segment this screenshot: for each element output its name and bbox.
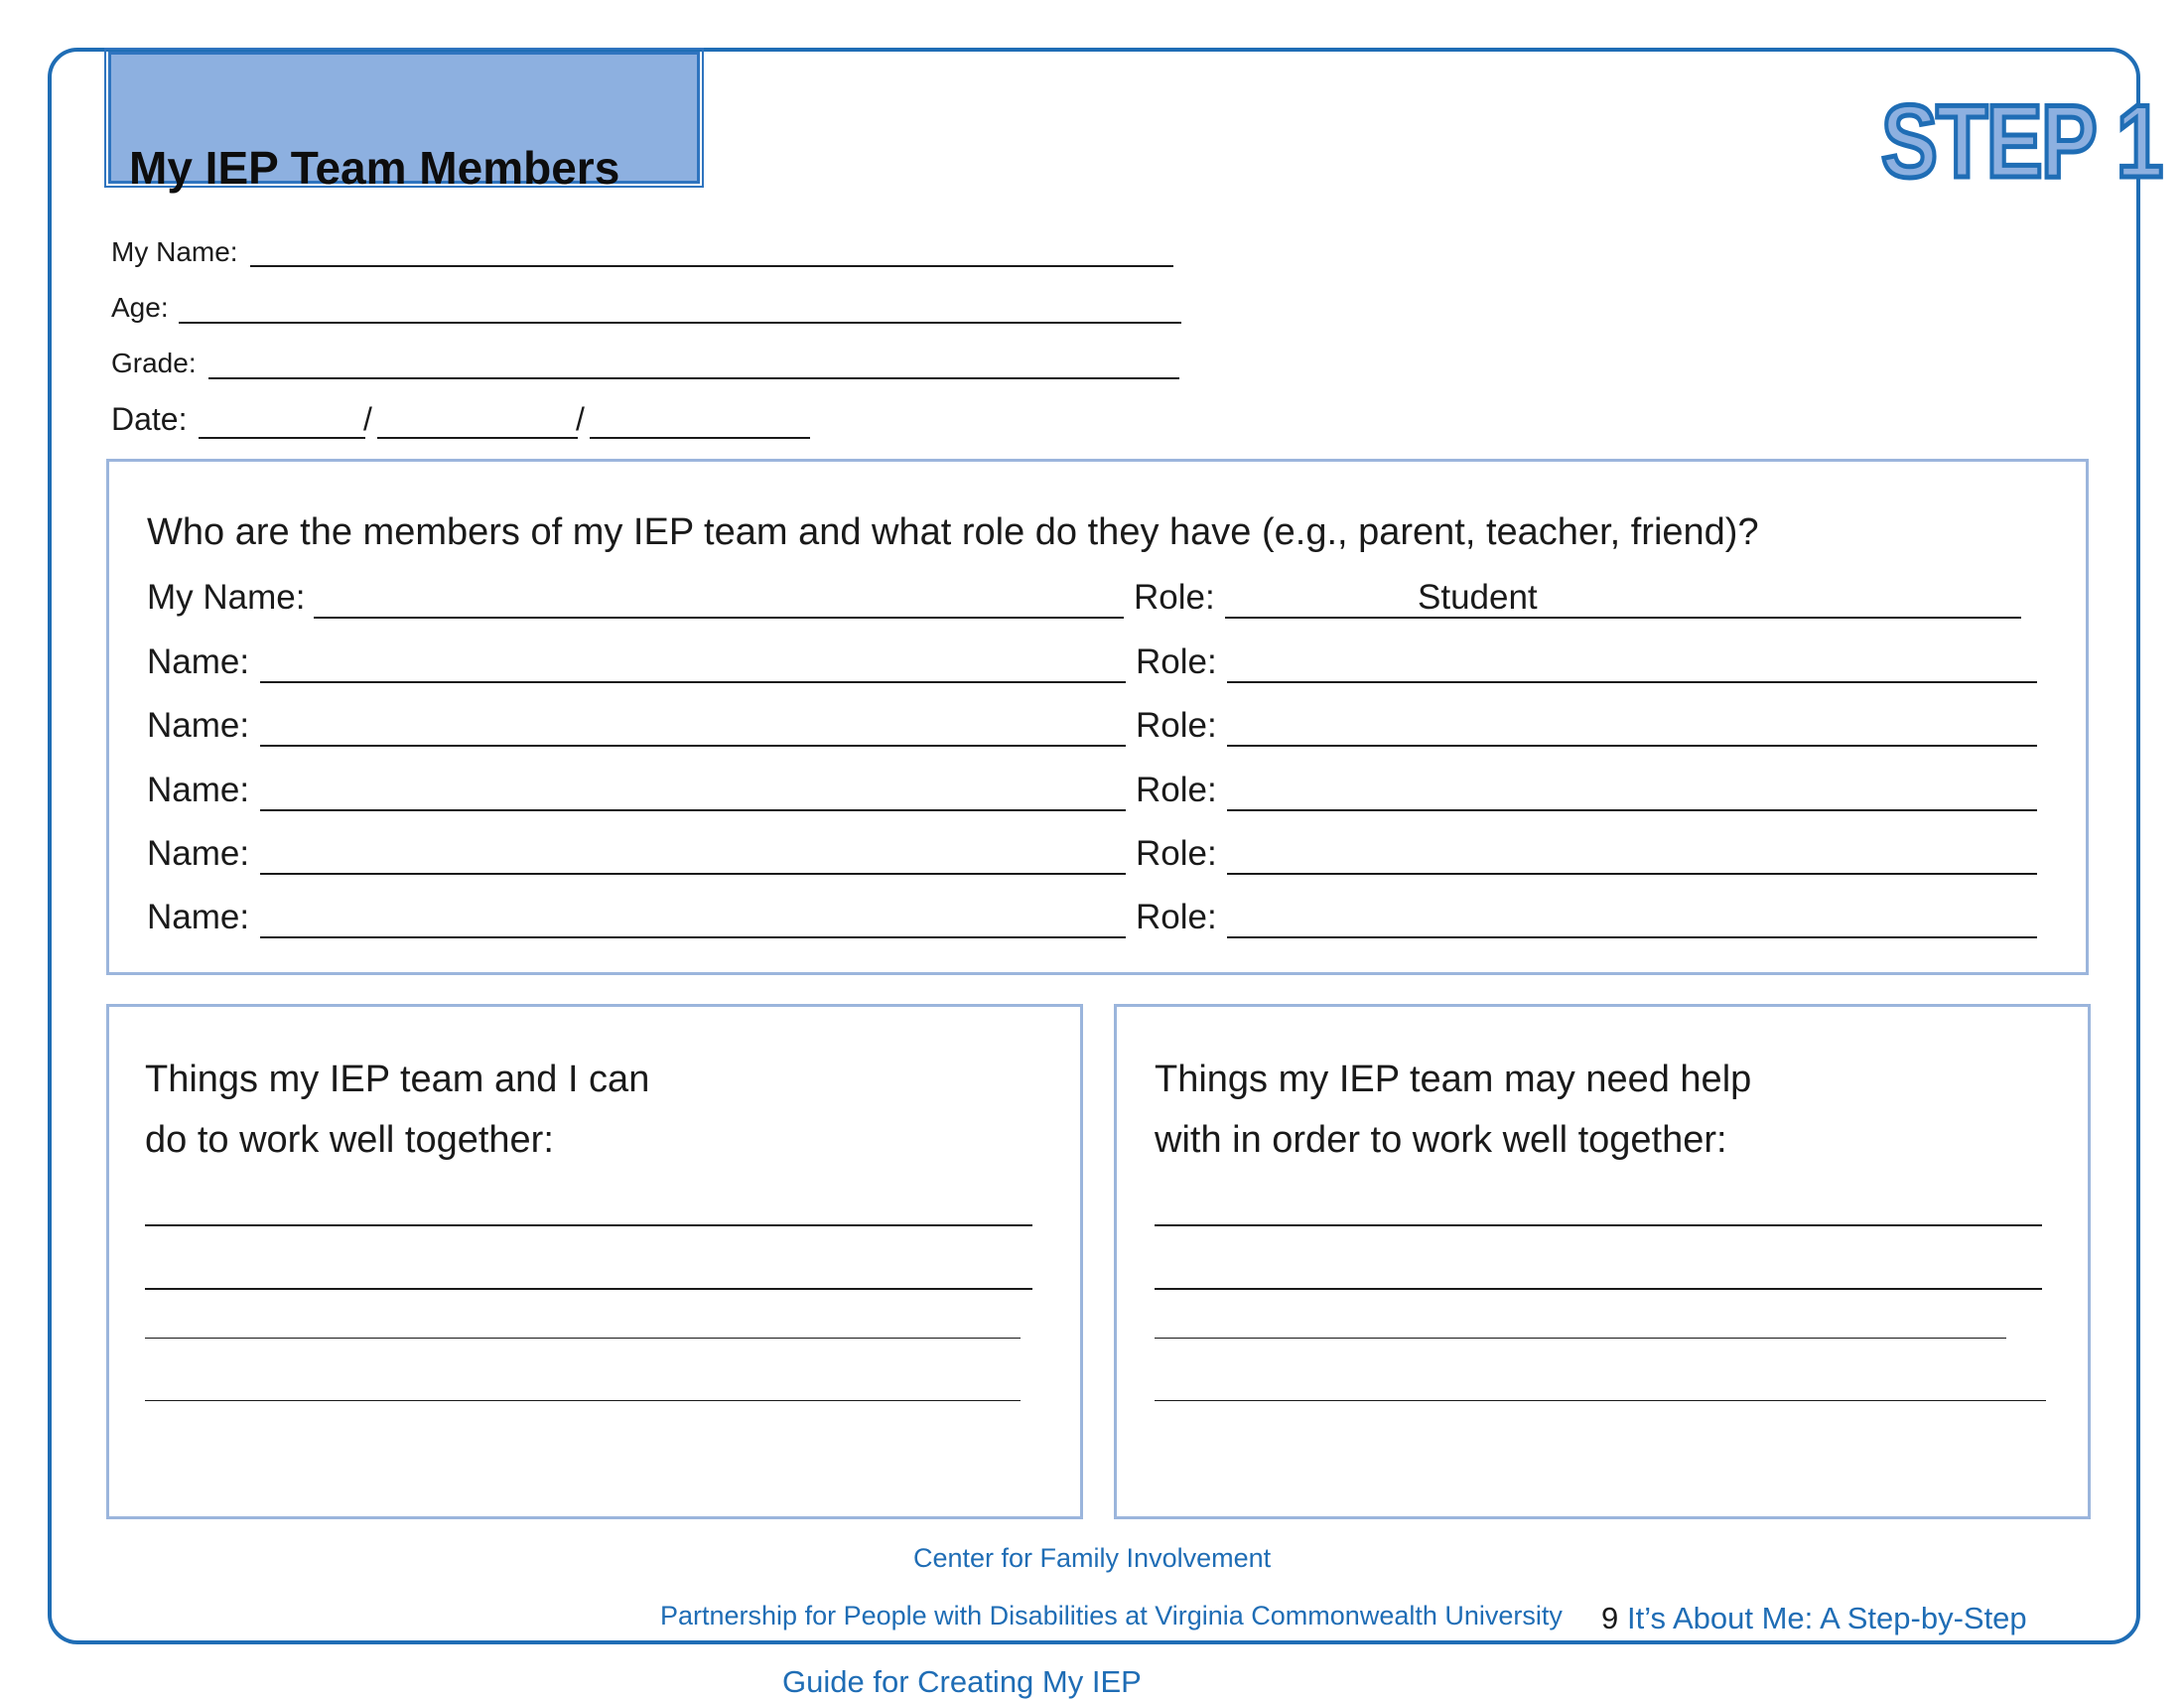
role-label: Role: (1136, 898, 1217, 936)
team-name-label: Name: (147, 834, 250, 873)
footer-guide-title: It’s About Me: A Step-by-Step (1627, 1601, 2027, 1635)
step-logo: STEP 1 (1881, 84, 2162, 200)
work-together-line[interactable] (145, 1400, 1021, 1401)
team-name-field[interactable] (260, 873, 1126, 875)
my-name-field[interactable] (250, 265, 1173, 267)
role-label: Role: (1136, 706, 1217, 745)
need-help-line[interactable] (1155, 1338, 2006, 1339)
team-name-field[interactable] (260, 809, 1126, 811)
date-separator: / (576, 401, 585, 437)
age-label: Age: (111, 292, 169, 323)
role-label: Role: (1136, 834, 1217, 873)
team-question: Who are the members of my IEP team and what role do they have (e.g., parent, teacher, friend)? (147, 511, 1759, 553)
team-name-field[interactable] (260, 681, 1126, 683)
date-year-field[interactable] (590, 437, 810, 439)
role-label: Role: (1136, 771, 1217, 809)
team-role-field[interactable] (1227, 873, 2037, 875)
page-number: 9 (1601, 1601, 1619, 1635)
work-together-heading-line2: do to work well together: (145, 1119, 554, 1161)
my-role-value: Student (1418, 578, 1538, 617)
team-role-field[interactable] (1227, 809, 2037, 811)
my-role-field[interactable] (1225, 617, 2021, 619)
team-name-field[interactable] (260, 936, 1126, 938)
need-help-line[interactable] (1155, 1288, 2042, 1290)
team-name-label: Name: (147, 898, 250, 936)
date-day-field[interactable] (377, 437, 578, 439)
work-together-heading-line1: Things my IEP team and I can (145, 1059, 650, 1100)
team-my-name-field[interactable] (314, 617, 1124, 619)
date-month-field[interactable] (199, 437, 365, 439)
work-together-line[interactable] (145, 1338, 1021, 1339)
team-name-label: Name: (147, 642, 250, 681)
work-together-line[interactable] (145, 1288, 1032, 1290)
grade-field[interactable] (208, 377, 1179, 379)
team-name-label: Name: (147, 706, 250, 745)
role-label: Role: (1136, 642, 1217, 681)
team-name-label: Name: (147, 771, 250, 809)
footer-center-name: Center for Family Involvement (913, 1543, 1272, 1573)
team-name-field[interactable] (260, 745, 1126, 747)
grade-label: Grade: (111, 348, 197, 378)
date-label: Date: (111, 401, 188, 437)
footer-guide-title-cont: Guide for Creating My IEP (782, 1664, 1142, 1699)
footer-partnership: Partnership for People with Disabilities at Virginia Commonwealth University (660, 1601, 1563, 1630)
need-help-line[interactable] (1155, 1224, 2042, 1226)
age-field[interactable] (179, 322, 1181, 324)
team-role-field[interactable] (1227, 936, 2037, 938)
date-separator: / (363, 401, 372, 437)
team-role-field[interactable] (1227, 681, 2037, 683)
page-title: My IEP Team Members (129, 142, 620, 194)
need-help-line[interactable] (1155, 1400, 2046, 1401)
need-help-heading-line2: with in order to work well together: (1155, 1119, 1727, 1161)
work-together-line[interactable] (145, 1224, 1032, 1226)
need-help-heading-line1: Things my IEP team may need help (1155, 1059, 1752, 1100)
my-name-label: My Name: (111, 236, 238, 267)
team-role-field[interactable] (1227, 745, 2037, 747)
role-label: Role: (1134, 578, 1215, 617)
team-my-name-label: My Name: (147, 578, 306, 617)
